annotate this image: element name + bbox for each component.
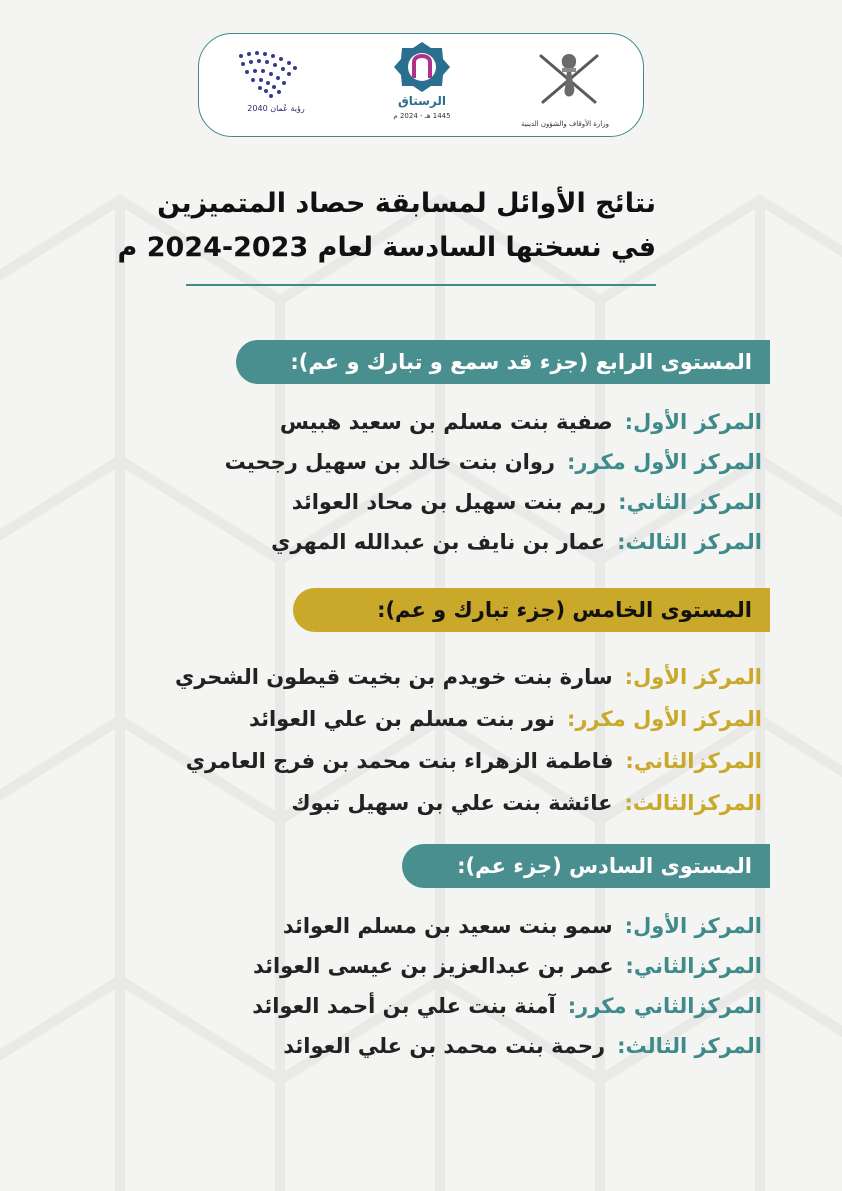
winner-rank: المركز الثاني: — [618, 490, 762, 514]
winner-row — [252, 946, 762, 986]
winner-row — [252, 906, 762, 946]
winner-row — [175, 740, 762, 782]
vision-dots-icon — [231, 46, 321, 102]
level-4-heading: المستوى الرابع (جزء قد سمع و تبارك و عم): — [236, 340, 770, 384]
winner-rank: المركزالثاني: — [625, 954, 762, 978]
winner-rank: المركز الأول: — [624, 914, 762, 938]
winner-row — [175, 698, 762, 740]
winner-name: آمنة بنت علي بن أحمد العوائد — [252, 994, 556, 1018]
winner-row — [175, 782, 762, 824]
ministry-logo-text: وزارة الأوقاف والشؤون الدينية — [521, 120, 609, 128]
winner-row — [225, 482, 762, 522]
level-5-winners — [175, 656, 762, 824]
winner-name: فاطمة الزهراء بنت محمد بن فرج العامري — [185, 749, 614, 773]
winner-rank: المركزالثاني مكرر: — [567, 994, 762, 1018]
winner-name: صفية بنت مسلم بن سعيد هبيس — [279, 410, 613, 434]
festival-emblem-icon — [387, 40, 457, 94]
festival-logo-name: الرستاق — [397, 94, 447, 108]
winner-name: نور بنت مسلم بن علي العوائد — [248, 707, 555, 731]
title-line-2: في نسختها السادسة لعام 2023-2024 م — [117, 232, 656, 263]
winner-rank: المركز الأول: — [624, 665, 762, 689]
level-4-winners — [225, 402, 762, 562]
winner-name: ريم بنت سهيل بن محاد العوائد — [291, 490, 607, 514]
winner-rank: المركزالثالث: — [624, 791, 762, 815]
title-divider — [186, 284, 656, 286]
festival-logo — [387, 40, 457, 130]
winner-name: عمار بن نايف بن عبدالله المهري — [271, 530, 606, 554]
winner-rank: المركز الأول: — [624, 410, 762, 434]
vision-2040-logo — [231, 46, 321, 126]
vision-logo-text: رؤية عُمان 2040 — [247, 104, 305, 113]
title-line-1: نتائج الأوائل لمسابقة حصاد المتميزين — [157, 188, 656, 219]
level-5-heading: المستوى الخامس (جزء تبارك و عم): — [293, 588, 770, 632]
winner-name: روان بنت خالد بن سهيل رجحيت — [224, 450, 555, 474]
winner-name: رحمة بنت محمد بن علي العوائد — [283, 1034, 606, 1058]
winner-row — [225, 522, 762, 562]
page-title — [117, 182, 656, 270]
winner-row — [225, 442, 762, 482]
winner-rank: المركز الأول مكرر: — [567, 707, 762, 731]
winner-rank: المركزالثاني: — [625, 749, 762, 773]
winner-row — [252, 1026, 762, 1066]
winner-row — [225, 402, 762, 442]
khanjar-emblem-icon — [529, 44, 609, 110]
winner-name: سمو بنت سعيد بن مسلم العوائد — [282, 914, 613, 938]
header-logo-bar — [198, 33, 644, 137]
winner-row — [175, 656, 762, 698]
winner-name: سارة بنت خويدم بن بخيت قيطون الشحري — [175, 665, 613, 689]
level-6-winners — [252, 906, 762, 1066]
winner-rank: المركز الثالث: — [617, 1034, 762, 1058]
winner-name: عمر بن عبدالعزيز بن عيسى العوائد — [252, 954, 614, 978]
ministry-logo — [521, 44, 609, 128]
festival-logo-date: 1445 هـ - 2024 م — [393, 112, 451, 120]
level-6-heading: المستوى السادس (جزء عم): — [402, 844, 770, 888]
winner-rank: المركز الأول مكرر: — [567, 450, 762, 474]
winner-rank: المركز الثالث: — [617, 530, 762, 554]
winner-row — [252, 986, 762, 1026]
winner-name: عائشة بنت علي بن سهيل تبوك — [291, 791, 613, 815]
